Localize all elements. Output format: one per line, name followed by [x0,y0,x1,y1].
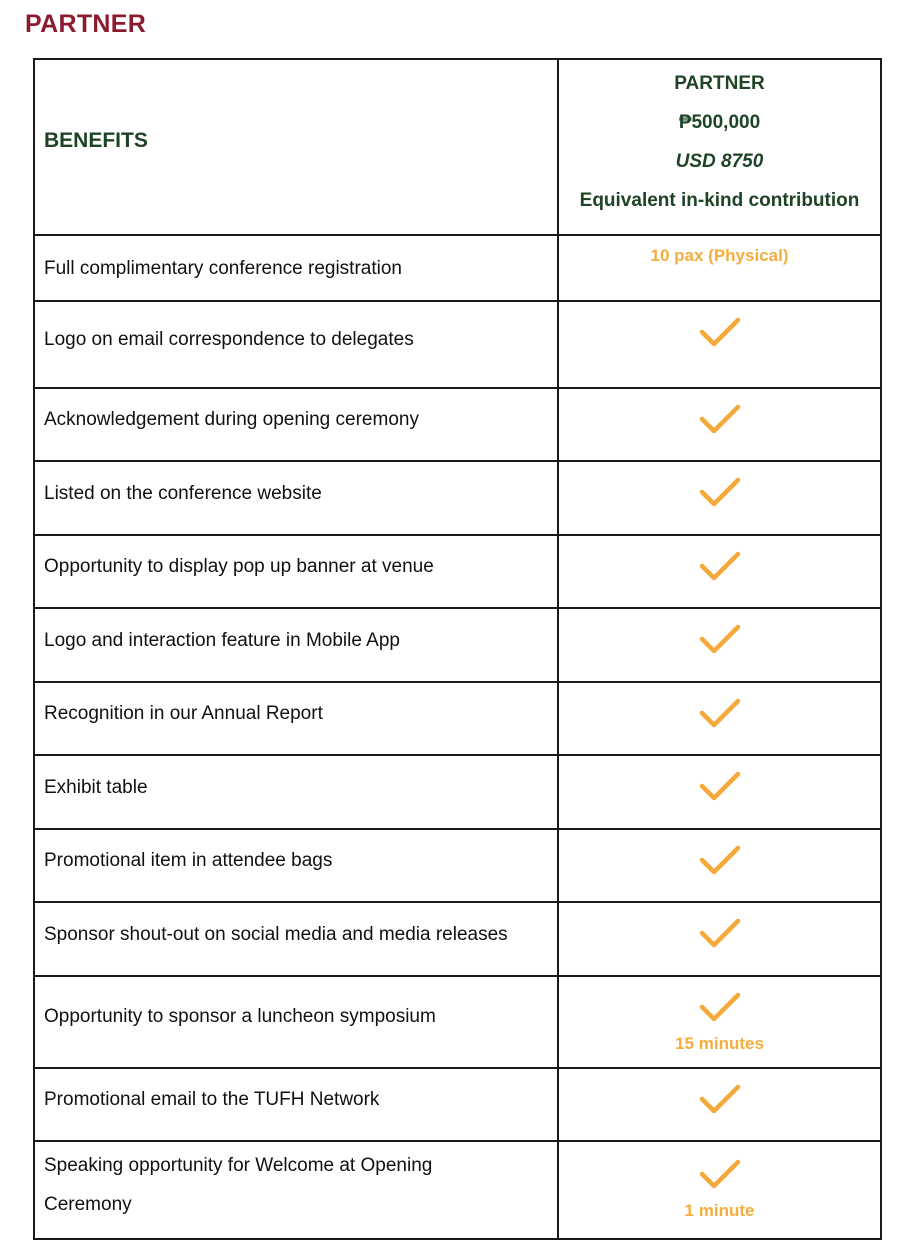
benefit-label: Sponsor shout-out on social media and media releases [34,902,558,976]
table-row [34,682,881,755]
benefit-label: Promotional email to the TUFH Network [34,1068,558,1141]
benefit-label: Opportunity to display pop up banner at venue [34,535,558,608]
page-title: PARTNER [25,10,147,38]
table-row [34,902,881,976]
benefit-label: Listed on the conference website [34,461,558,535]
table-row [34,235,881,301]
check-icon [699,1083,741,1117]
benefit-label: Logo on email correspondence to delegates [34,301,558,388]
check-icon [699,917,741,951]
benefit-value [558,902,881,976]
benefit-label: Exhibit table [34,755,558,829]
tier-header [558,59,881,235]
table-row [34,976,881,1068]
check-icon [699,316,741,350]
benefit-value [558,301,881,388]
benefit-value [558,535,881,608]
table-row [34,1141,881,1239]
benefit-label: Speaking opportunity for Welcome at Opening Ceremony [34,1141,558,1239]
luncheon-note: 15 minutes [675,1034,764,1053]
benefit-value [558,461,881,535]
benefits-table [33,58,882,1240]
benefit-value [558,755,881,829]
tier-name: PARTNER [674,73,765,94]
benefit-value [558,388,881,461]
registration-note: 10 pax (Physical) [650,246,789,265]
table-row [34,461,881,535]
check-icon [699,476,741,510]
benefit-value [558,1141,881,1239]
benefit-label: Opportunity to sponsor a luncheon symposium [34,976,558,1068]
table-row [34,535,881,608]
benefit-value [558,829,881,902]
benefit-value [558,682,881,755]
check-icon [699,697,741,731]
check-icon [699,991,741,1025]
table-row [34,388,881,461]
table-row [34,829,881,902]
benefit-label: Full complimentary conference registration [34,235,558,301]
check-icon [699,403,741,437]
benefit-label: Promotional item in attendee bags [34,829,558,902]
benefit-value [558,235,881,301]
benefit-label: Logo and interaction feature in Mobile App [34,608,558,682]
table-header-row [34,59,881,235]
benefit-value [558,1068,881,1141]
benefits-header: BENEFITS [34,59,558,235]
tier-price-php: ₱500,000 [678,112,761,133]
speaking-note: 1 minute [684,1201,755,1220]
tier-in-kind: Equivalent in-kind contribution [579,190,860,211]
table-row [34,301,881,388]
tier-price-usd: USD 8750 [675,151,764,172]
check-icon [699,844,741,878]
table-row [34,755,881,829]
benefit-label: Recognition in our Annual Report [34,682,558,755]
check-icon [699,770,741,804]
benefit-value [558,608,881,682]
table-row [34,1068,881,1141]
check-icon [699,623,741,657]
benefit-label: Acknowledgement during opening ceremony [34,388,558,461]
check-icon [699,1158,741,1192]
check-icon [699,550,741,584]
table-row [34,608,881,682]
benefit-value [558,976,881,1068]
